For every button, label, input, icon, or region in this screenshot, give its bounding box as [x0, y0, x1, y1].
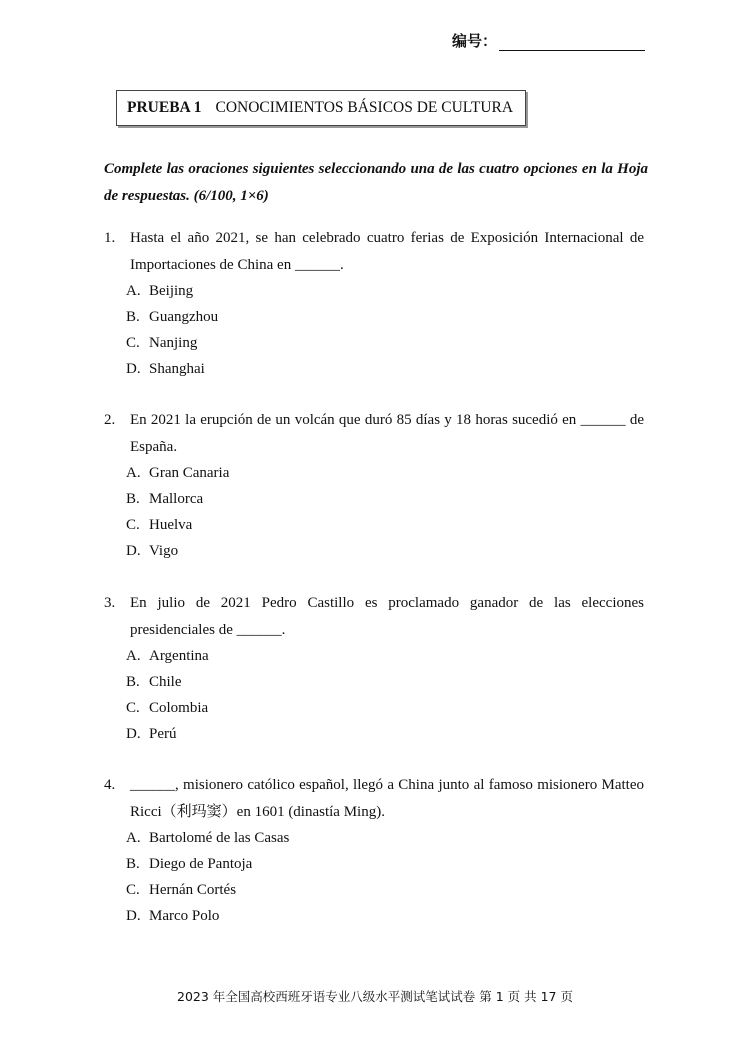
question-number: 1. — [104, 230, 116, 246]
options-list — [126, 460, 644, 564]
question-text: Hasta el año 2021, se han celebrado cuatro ferias de Exposición Internacional de Importaciones de China en ______. — [130, 230, 644, 273]
question-text: En julio de 2021 Pedro Castillo es proclamado ganador de las elecciones presidenciales de ______. — [130, 595, 644, 638]
section-title: CONOCIMIENTOS BÁSICOS DE CULTURA — [215, 99, 514, 116]
options-list — [126, 643, 644, 747]
question-text: En 2021 la erupción de un volcán que duró 85 días y 18 horas sucedió en ______ de España. — [130, 412, 644, 455]
serial-blank-line — [499, 34, 645, 51]
option-a: A. Gran Canaria — [126, 465, 230, 481]
instructions: Complete las oraciones siguientes seleccionando una de las cuatro opciones en la Hoja de respuestas. (6/100, 1×6) — [104, 161, 648, 204]
option-b: B. Chile — [126, 674, 182, 690]
option-a: A. Bartolomé de las Casas — [126, 830, 290, 846]
question-3 — [104, 590, 644, 747]
section-number: PRUEBA 1 — [127, 99, 202, 116]
option-c: C. Colombia — [126, 700, 209, 716]
question-number: 4. — [104, 777, 116, 793]
options-list — [126, 278, 644, 382]
question-number: 3. — [104, 595, 116, 611]
question-number: 2. — [104, 412, 116, 428]
question-1 — [104, 225, 644, 382]
serial-number-field — [452, 30, 645, 51]
option-c: C. Huelva — [126, 517, 193, 533]
option-a: A. Argentina — [126, 648, 209, 664]
question-text: ______, misionero católico español, llegó a China junto al famoso misionero Matteo Ricci（利玛窦）en 1601 (dinastía Ming). — [130, 777, 644, 820]
option-b: B. Mallorca — [126, 491, 204, 507]
option-d: D. Shanghai — [126, 361, 205, 377]
option-a: A. Beijing — [126, 283, 194, 299]
option-b: B. Diego de Pantoja — [126, 856, 253, 872]
option-c: C. Hernán Cortés — [126, 882, 237, 898]
option-d: D. Perú — [126, 726, 177, 742]
options-list — [126, 825, 644, 929]
option-c: C. Nanjing — [126, 335, 198, 351]
option-d: D. Marco Polo — [126, 908, 220, 924]
section-title-box — [116, 90, 526, 126]
question-4 — [104, 772, 644, 929]
page-footer: 2023 年全国高校西班牙语专业八级水平测试笔试试卷 第 1 页 共 17 页 — [177, 989, 573, 1004]
option-b: B. Guangzhou — [126, 309, 219, 325]
option-d: D. Vigo — [126, 543, 179, 559]
question-2 — [104, 407, 644, 564]
serial-label: 编号： — [452, 32, 498, 50]
